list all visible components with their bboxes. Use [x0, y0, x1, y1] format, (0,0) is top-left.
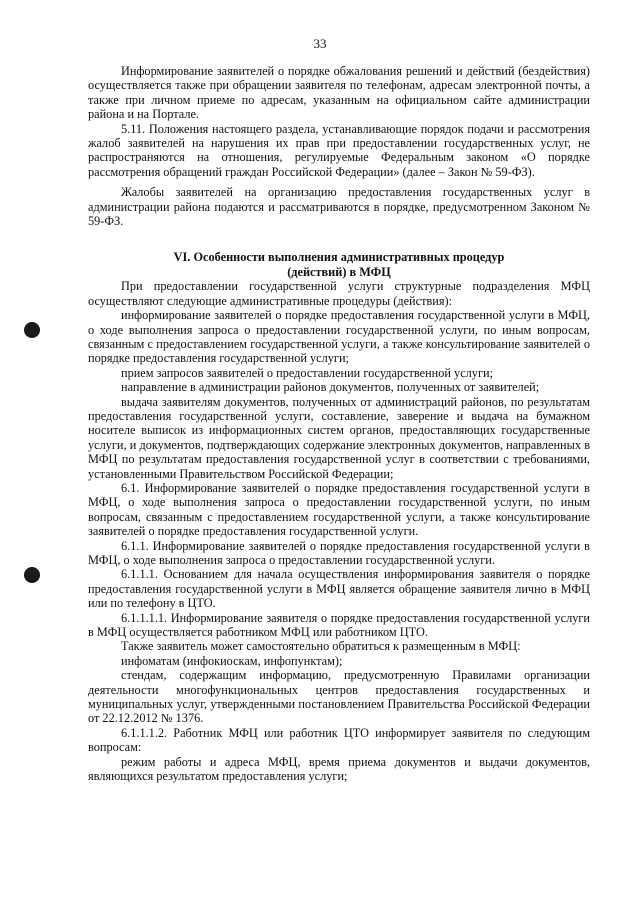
paragraph: Информирование заявителей о порядке обжалования решений и действий (бездействия) осуществляется также при обращении заявителя по телефонам, адресам электронной почты, а также при личном приеме по адресам, указанным на официальном сайте администрации района и на Портале. — [88, 64, 590, 122]
paragraph: При предоставлении государственной услуги структурные подразделения МФЦ осуществляют следующие административные процедуры (действия): — [88, 279, 590, 308]
document-body — [88, 64, 590, 784]
paragraph: стендам, содержащим информацию, предусмотренную Правилами организации деятельности многофункциональных центров предоставления государственных и муниципальных услуг, утвержденными постановлением Правительства Российской Федерации от 22.12.2012 № 1376. — [88, 668, 590, 726]
paragraph: 6.1.1.1.2. Работник МФЦ или работник ЦТО информирует заявителя по следующим вопросам: — [88, 725, 590, 755]
paragraph: инфоматам (инфокиоскам, инфопунктам); — [121, 653, 343, 668]
page-number: 33 — [313, 36, 327, 51]
paragraph: 6.1. Информирование заявителей о порядке предоставления государственной услуги в МФЦ, о ходе выполнения запроса о предоставлении государственной услуги, по иным вопросам, связанным с предоставлением государственной услуги, а также консультирование заявителей о порядке предоставления государственной услуги. — [88, 480, 590, 539]
binder-hole-icon — [24, 322, 40, 338]
paragraph: Также заявитель может самостоятельно обратиться к размещенным в МФЦ: — [121, 639, 521, 654]
paragraph: 6.1.1. Информирование заявителей о порядке предоставления государственной услуги в МФЦ, о ходе выполнения запроса о предоставлении государственной услуги. — [88, 538, 590, 567]
paragraph: 6.1.1.1.1. Информирование заявителя о порядке предоставления государственной услуги в МФЦ осуществляется работником МФЦ или работником ЦТО. — [88, 610, 590, 640]
paragraph: направление в администрации районов документов, полученных от заявителей; — [121, 380, 540, 395]
paragraph: Жалобы заявителей на организацию предоставления государственных услуг в администрации района подаются и рассматриваются в порядке, предусмотренном Законом № 59-ФЗ. — [88, 185, 590, 229]
section-heading-line: VI. Особенности выполнения административных процедур — [173, 250, 505, 265]
section-heading — [88, 250, 590, 279]
paragraph: выдача заявителям документов, полученных от администраций районов, по результатам предоставления государственной услуги, составление, заверение и выдача на бумажном носителе выписок из информационных систем органов, предоставляющих государственные услуги, и документов, подтверждающих содержание электронных документов, направленных в МФЦ по результатам предоставления государственной услуг в соответствии с требованиями, установленными Правительством Российской Федерации; — [88, 394, 590, 481]
paragraph: 5.11. Положения настоящего раздела, устанавливающие порядок подачи и рассмотрения жалоб заявителей на нарушения их прав при предоставлении государственных услуг, не распространяются на отношения, регулируемые Федеральным законом «О порядке рассмотрения обращений граждан Российской Федерации» (далее – Закон № 59-ФЗ). — [88, 121, 590, 179]
paragraph: режим работы и адреса МФЦ, время приема документов и выдачи документов, являющихся результатом предоставления услуги; — [88, 754, 590, 784]
paragraph: информирование заявителей о порядке предоставления государственной услуги в МФЦ, о ходе выполнения запроса о предоставлении государственной услуги, по иным вопросам, связанным с предоставлением государственной услуги, а также консультирование заявителей о порядке предоставления государственной услуги; — [88, 308, 590, 366]
section-heading-line: (действий) в МФЦ — [287, 264, 391, 279]
binder-hole-icon — [24, 567, 40, 583]
paragraph: прием запросов заявителей о предоставлении государственной услуги; — [121, 365, 493, 380]
paragraph: 6.1.1.1. Основанием для начала осуществления информирования заявителя о порядке предоставления государственной услуги в МФЦ является обращение заявителя лично в МФЦ или по телефону в ЦТО. — [88, 567, 590, 611]
